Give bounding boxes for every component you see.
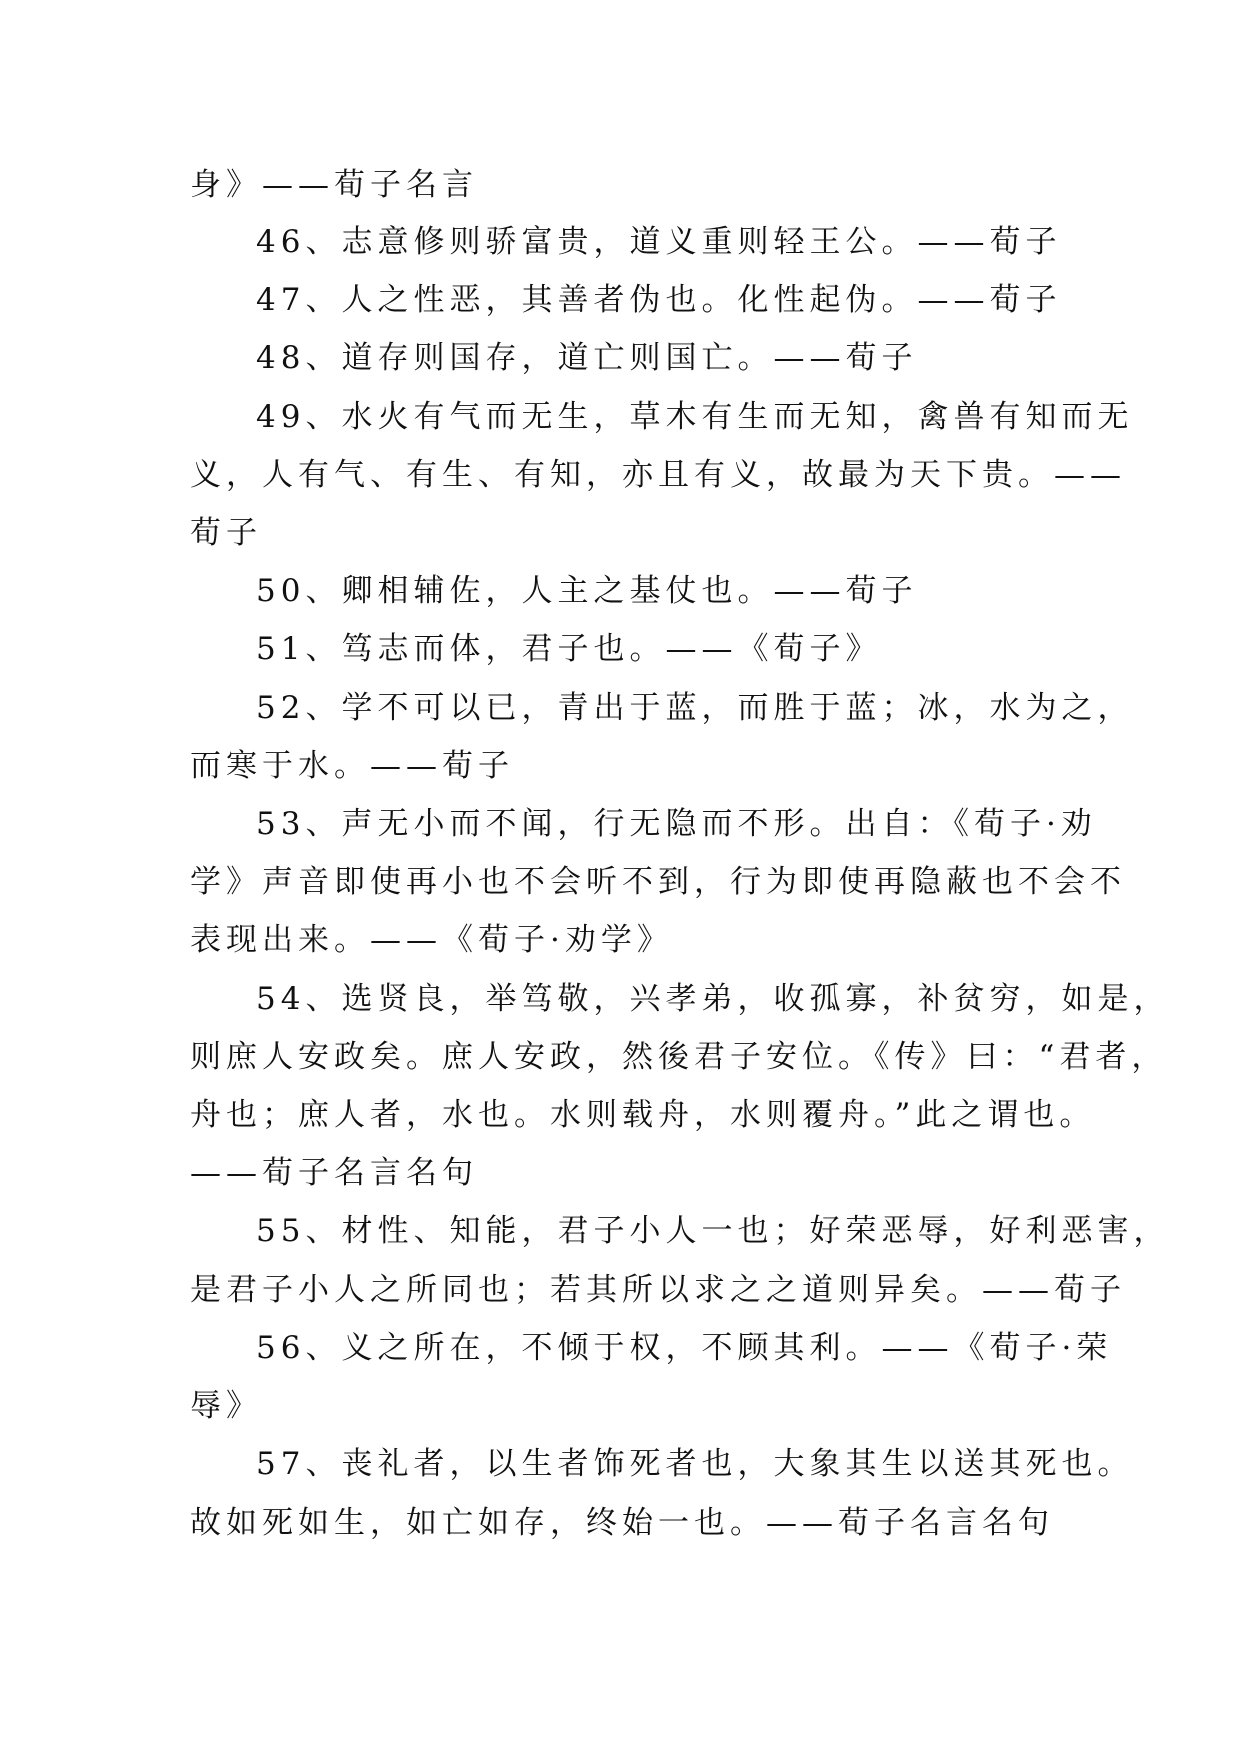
quote-50: 50、卿相辅佐，人主之基仗也。——荀子	[256, 573, 918, 609]
quote-52: 52、学不可以已，青出于蓝，而胜于蓝；冰，水为之，	[256, 690, 1134, 726]
quote-51: 51、笃志而体，君子也。——《荀子》	[256, 631, 882, 667]
text-line: 则庶人安政矣。庶人安政，然後君子安位。《传》曰：“君者，	[190, 1039, 1168, 1075]
text-line: 学》声音即使再小也不会听不到，行为即使再隐蔽也不会不	[190, 864, 1126, 900]
text-line: 身》——荀子名言	[190, 167, 478, 203]
text-line: 而寒于水。——荀子	[190, 748, 514, 784]
text-line: 辱》	[190, 1388, 262, 1424]
quote-54: 54、选贤良，举笃敬，兴孝弟，收孤寡，补贫穷，如是，	[256, 981, 1170, 1017]
quote-49: 49、水火有气而无生，草木有生而无知，禽兽有知而无	[256, 399, 1134, 435]
quote-55: 55、材性、知能，君子小人一也；好荣恶辱，好利恶害，	[256, 1213, 1170, 1249]
quote-46: 46、志意修则骄富贵，道义重则轻王公。——荀子	[256, 224, 1062, 260]
text-line: 荀子	[190, 515, 262, 551]
text-line: 故如死如生，如亡如存，终始一也。——荀子名言名句	[190, 1505, 1054, 1541]
quote-48: 48、道存则国存，道亡则国亡。——荀子	[256, 340, 918, 376]
text-line: 表现出来。——《荀子·劝学》	[190, 922, 673, 958]
quote-56: 56、义之所在，不倾于权，不顾其利。——《荀子·荣	[256, 1330, 1113, 1366]
quote-57: 57、丧礼者，以生者饰死者也，大象其生以送其死也。	[256, 1446, 1134, 1482]
text-line: 义，人有气、有生、有知，亦且有义，故最为天下贵。——	[190, 457, 1126, 493]
text-line: 舟也；庶人者，水也。水则载舟，水则覆舟。”此之谓也。	[190, 1097, 1096, 1133]
text-line: ——荀子名言名句	[190, 1155, 478, 1191]
quote-53: 53、声无小而不闻，行无隐而不形。出自：《荀子·劝	[256, 806, 1097, 842]
text-line: 是君子小人之所同也；若其所以求之之道则异矣。——荀子	[190, 1272, 1126, 1308]
quote-47: 47、人之性恶，其善者伪也。化性起伪。——荀子	[256, 282, 1062, 318]
